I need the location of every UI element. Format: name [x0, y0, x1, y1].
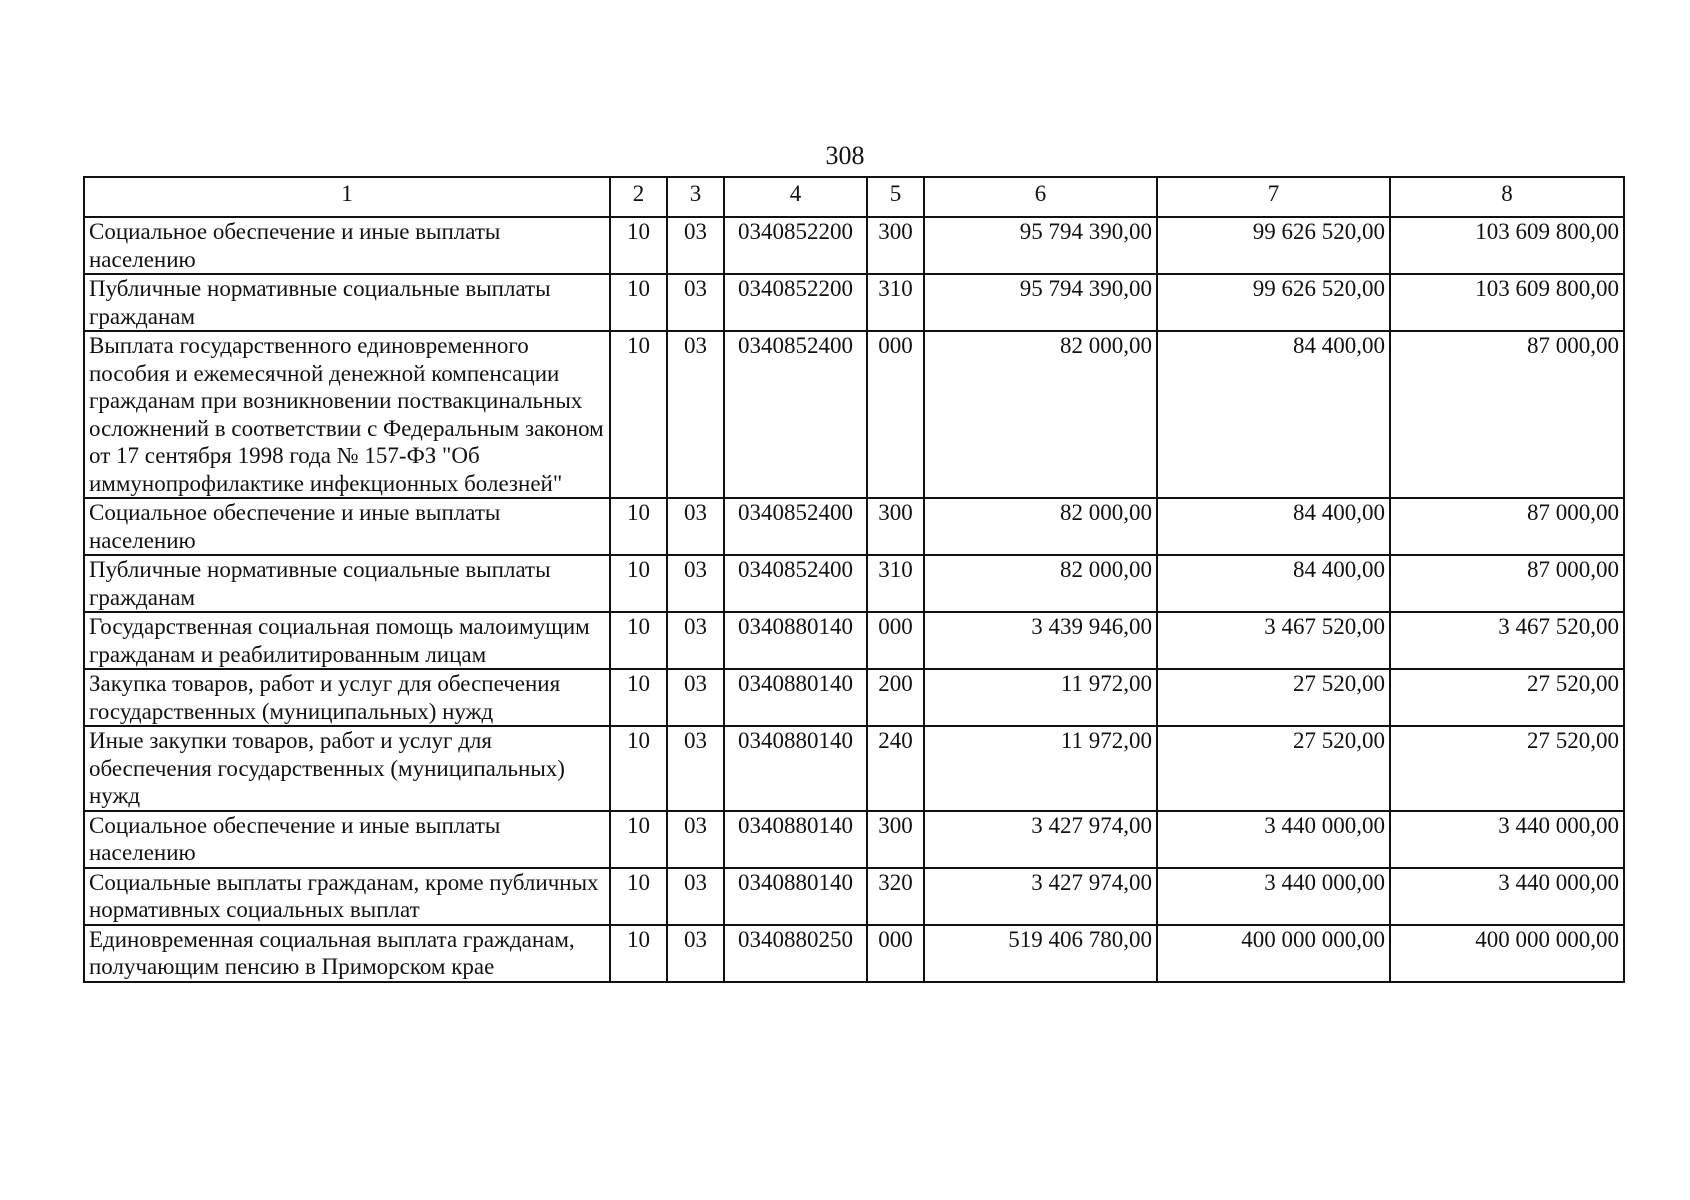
- amount-col6-cell: 82 000,00: [924, 498, 1157, 555]
- section-code-cell: 10: [610, 217, 667, 274]
- subsection-code-cell: 03: [667, 612, 724, 669]
- target-article-cell: 0340880140: [724, 811, 867, 868]
- header-row: [84, 177, 1624, 217]
- table-row: [84, 925, 1624, 982]
- section-code-cell: 10: [610, 669, 667, 726]
- amount-col7-cell: 27 520,00: [1157, 726, 1390, 811]
- target-article-cell: 0340852200: [724, 274, 867, 331]
- target-article-cell: 0340852200: [724, 217, 867, 274]
- section-code-cell: 10: [610, 612, 667, 669]
- amount-col7-cell: 84 400,00: [1157, 555, 1390, 612]
- table-row: [84, 555, 1624, 612]
- section-code-cell: 10: [610, 811, 667, 868]
- expense-type-cell: 300: [867, 217, 924, 274]
- subsection-code-cell: 03: [667, 274, 724, 331]
- amount-col6-cell: 82 000,00: [924, 331, 1157, 498]
- target-article-cell: 0340852400: [724, 498, 867, 555]
- target-article-cell: 0340852400: [724, 555, 867, 612]
- section-code-cell: 10: [610, 274, 667, 331]
- subsection-code-cell: 03: [667, 331, 724, 498]
- row-name-cell: Закупка товаров, работ и услуг для обеспечения государственных (муниципальных) нужд: [84, 669, 610, 726]
- column-header: 7: [1157, 177, 1390, 217]
- amount-col7-cell: 84 400,00: [1157, 331, 1390, 498]
- amount-col6-cell: 11 972,00: [924, 669, 1157, 726]
- subsection-code-cell: 03: [667, 498, 724, 555]
- section-code-cell: 10: [610, 868, 667, 925]
- row-name-cell: Выплата государственного единовременного пособия и ежемесячной денежной компенсации гражданам при возникновении поствакцинальных осложнений в соответствии с Федеральным законом от 17 сентября 1998 года № 157-ФЗ "Об иммунопрофилактике инфекционных болезней": [84, 331, 610, 498]
- amount-col7-cell: 84 400,00: [1157, 498, 1390, 555]
- amount-col7-cell: 3 440 000,00: [1157, 868, 1390, 925]
- amount-col6-cell: 3 439 946,00: [924, 612, 1157, 669]
- expense-type-cell: 300: [867, 498, 924, 555]
- column-header: 3: [667, 177, 724, 217]
- column-header: 2: [610, 177, 667, 217]
- table-row: [84, 217, 1624, 274]
- amount-col6-cell: 3 427 974,00: [924, 868, 1157, 925]
- budget-table: [83, 176, 1625, 983]
- row-name-cell: Социальные выплаты гражданам, кроме публичных нормативных социальных выплат: [84, 868, 610, 925]
- expense-type-cell: 300: [867, 811, 924, 868]
- table-row: [84, 274, 1624, 331]
- table-row: [84, 498, 1624, 555]
- expense-type-cell: 000: [867, 331, 924, 498]
- subsection-code-cell: 03: [667, 669, 724, 726]
- target-article-cell: 0340880140: [724, 726, 867, 811]
- section-code-cell: 10: [610, 726, 667, 811]
- table-row: [84, 726, 1624, 811]
- expense-type-cell: 310: [867, 274, 924, 331]
- table-row: [84, 669, 1624, 726]
- subsection-code-cell: 03: [667, 217, 724, 274]
- amount-col6-cell: 3 427 974,00: [924, 811, 1157, 868]
- amount-col8-cell: 87 000,00: [1390, 555, 1624, 612]
- target-article-cell: 0340852400: [724, 331, 867, 498]
- column-header: 6: [924, 177, 1157, 217]
- row-name-cell: Социальное обеспечение и иные выплаты населению: [84, 811, 610, 868]
- amount-col8-cell: 103 609 800,00: [1390, 217, 1624, 274]
- amount-col7-cell: 400 000 000,00: [1157, 925, 1390, 982]
- section-code-cell: 10: [610, 498, 667, 555]
- amount-col7-cell: 99 626 520,00: [1157, 274, 1390, 331]
- expense-type-cell: 240: [867, 726, 924, 811]
- table-row: [84, 331, 1624, 498]
- expense-type-cell: 200: [867, 669, 924, 726]
- subsection-code-cell: 03: [667, 925, 724, 982]
- row-name-cell: Единовременная социальная выплата гражданам, получающим пенсию в Приморском крае: [84, 925, 610, 982]
- amount-col6-cell: 11 972,00: [924, 726, 1157, 811]
- row-name-cell: Публичные нормативные социальные выплаты гражданам: [84, 555, 610, 612]
- column-header: 1: [84, 177, 610, 217]
- row-name-cell: Социальное обеспечение и иные выплаты населению: [84, 217, 610, 274]
- table-row: [84, 811, 1624, 868]
- row-name-cell: Иные закупки товаров, работ и услуг для обеспечения государственных (муниципальных) нужд: [84, 726, 610, 811]
- amount-col8-cell: 3 440 000,00: [1390, 868, 1624, 925]
- amount-col6-cell: 95 794 390,00: [924, 274, 1157, 331]
- amount-col7-cell: 3 467 520,00: [1157, 612, 1390, 669]
- expense-type-cell: 310: [867, 555, 924, 612]
- page-number: 308: [825, 141, 865, 170]
- amount-col8-cell: 87 000,00: [1390, 498, 1624, 555]
- subsection-code-cell: 03: [667, 555, 724, 612]
- expense-type-cell: 000: [867, 925, 924, 982]
- table-row: [84, 612, 1624, 669]
- amount-col6-cell: 519 406 780,00: [924, 925, 1157, 982]
- amount-col7-cell: 99 626 520,00: [1157, 217, 1390, 274]
- amount-col8-cell: 27 520,00: [1390, 726, 1624, 811]
- target-article-cell: 0340880140: [724, 612, 867, 669]
- section-code-cell: 10: [610, 331, 667, 498]
- target-article-cell: 0340880140: [724, 868, 867, 925]
- target-article-cell: 0340880250: [724, 925, 867, 982]
- table-row: [84, 868, 1624, 925]
- expense-type-cell: 000: [867, 612, 924, 669]
- expense-type-cell: 320: [867, 868, 924, 925]
- column-header: 8: [1390, 177, 1624, 217]
- row-name-cell: Социальное обеспечение и иные выплаты населению: [84, 498, 610, 555]
- amount-col6-cell: 95 794 390,00: [924, 217, 1157, 274]
- amount-col8-cell: 87 000,00: [1390, 331, 1624, 498]
- amount-col7-cell: 27 520,00: [1157, 669, 1390, 726]
- amount-col8-cell: 400 000 000,00: [1390, 925, 1624, 982]
- subsection-code-cell: 03: [667, 726, 724, 811]
- subsection-code-cell: 03: [667, 811, 724, 868]
- column-header: 4: [724, 177, 867, 217]
- section-code-cell: 10: [610, 555, 667, 612]
- amount-col8-cell: 3 467 520,00: [1390, 612, 1624, 669]
- subsection-code-cell: 03: [667, 868, 724, 925]
- section-code-cell: 10: [610, 925, 667, 982]
- target-article-cell: 0340880140: [724, 669, 867, 726]
- column-header: 5: [867, 177, 924, 217]
- amount-col7-cell: 3 440 000,00: [1157, 811, 1390, 868]
- row-name-cell: Публичные нормативные социальные выплаты гражданам: [84, 274, 610, 331]
- amount-col6-cell: 82 000,00: [924, 555, 1157, 612]
- amount-col8-cell: 3 440 000,00: [1390, 811, 1624, 868]
- row-name-cell: Государственная социальная помощь малоимущим гражданам и реабилитированным лицам: [84, 612, 610, 669]
- amount-col8-cell: 103 609 800,00: [1390, 274, 1624, 331]
- amount-col8-cell: 27 520,00: [1390, 669, 1624, 726]
